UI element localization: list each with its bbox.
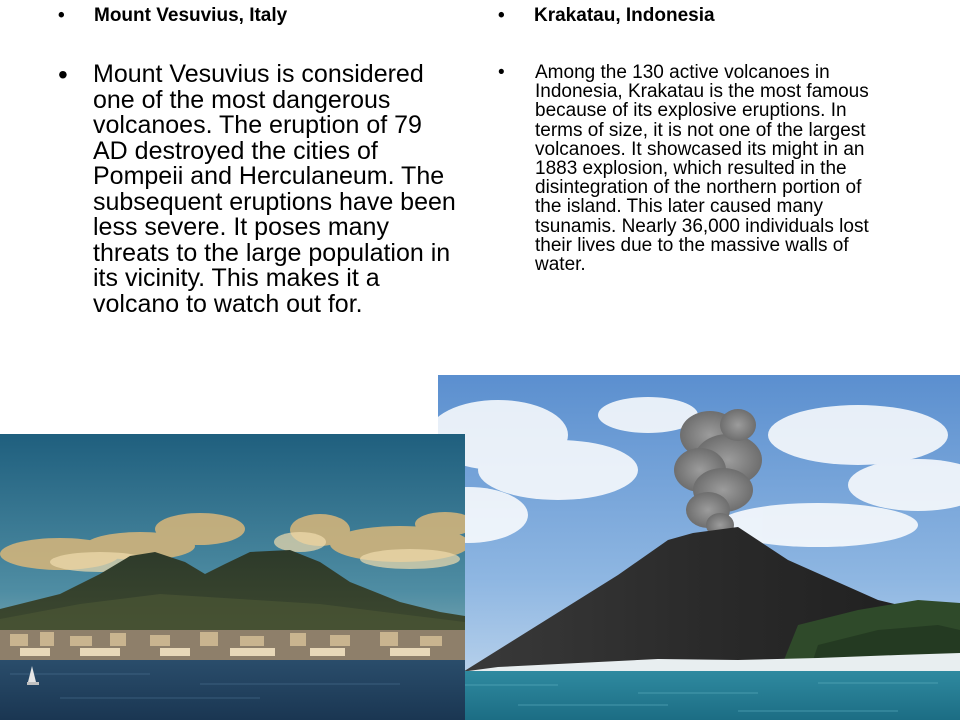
krakatau-paragraph: Among the 130 active volcanoes in Indonesia, Krakatau is the most famous because of its explosive eruptions. In terms of size, it is not one of the largest volcanoes. It showcased its might in an 1883 explosion, which resulted in the disintegration of the northern portion of the island. This later caused many tsunamis. Nearly 36,000 individuals lost their lives due to the massive walls of water. [535,62,869,276]
krakatau-paragraph-row [498,63,870,274]
krakatau-photo [438,375,960,720]
vesuvius-heading-row [58,5,458,27]
krakatau-heading-row [498,5,918,27]
vesuvius-photo [0,434,465,720]
bullet-icon: • [498,62,505,83]
bullet-icon: • [58,5,65,26]
bullet-icon: • [498,5,505,26]
vesuvius-paragraph-row [58,59,458,318]
bullet-icon: • [58,59,68,90]
vesuvius-paragraph: Mount Vesuvius is considered one of the most dangerous volcanoes. The eruption of 79 AD destroyed the cities of Pompeii and Herculaneum. The subsequent eruptions have been less severe. It poses many threats to the large population in its vicinity. This makes it a volcano to watch out for. [93,60,456,318]
vesuvius-heading: Mount Vesuvius, Italy [94,5,288,26]
krakatau-heading: Krakatau, Indonesia [534,5,715,26]
